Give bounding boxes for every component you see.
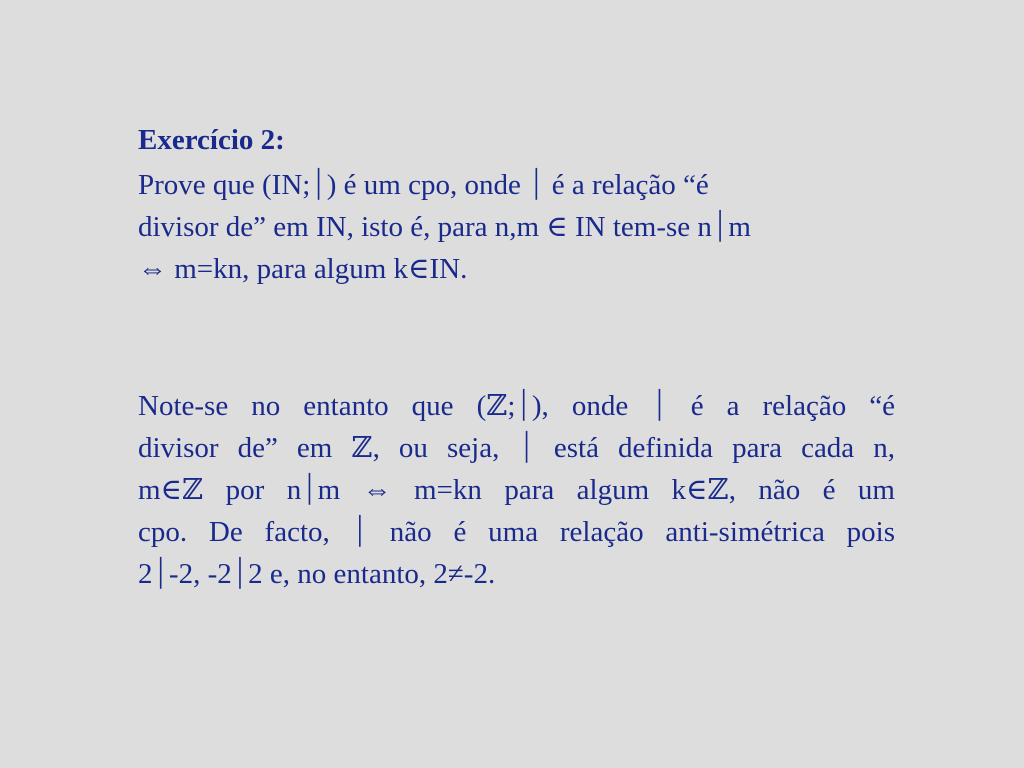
note-line: divisor de” em ℤ, ou seja, ⏐ está definida para cada n, bbox=[138, 432, 895, 464]
note-line: cpo. De facto, ⏐ não é uma relação anti-simétrica pois bbox=[138, 516, 895, 548]
statement-line: divisor de” em IN, isto é, para n,m ∈ IN tem-se n⏐m bbox=[138, 211, 751, 243]
note-line: m∈ℤ por n⏐m ⇔ m=kn para algum k∈ℤ, não é um bbox=[138, 474, 895, 506]
slide-content bbox=[138, 118, 895, 590]
note-line: Note-se no entanto que (ℤ;⏐), onde ⏐ é a relação “é bbox=[138, 390, 895, 422]
statement-line: Prove que (IN;⏐) é um cpo, onde ⏐ é a relação “é bbox=[138, 169, 709, 201]
statement-line: ⇔ m=kn, para algum k∈IN. bbox=[138, 253, 468, 285]
exercise-statement bbox=[138, 164, 895, 290]
note-paragraph bbox=[138, 385, 895, 595]
exercise-title: Exercício 2: bbox=[138, 124, 285, 156]
note-line: 2⏐-2, -2⏐2 e, no entanto, 2≠-2. bbox=[138, 558, 496, 590]
